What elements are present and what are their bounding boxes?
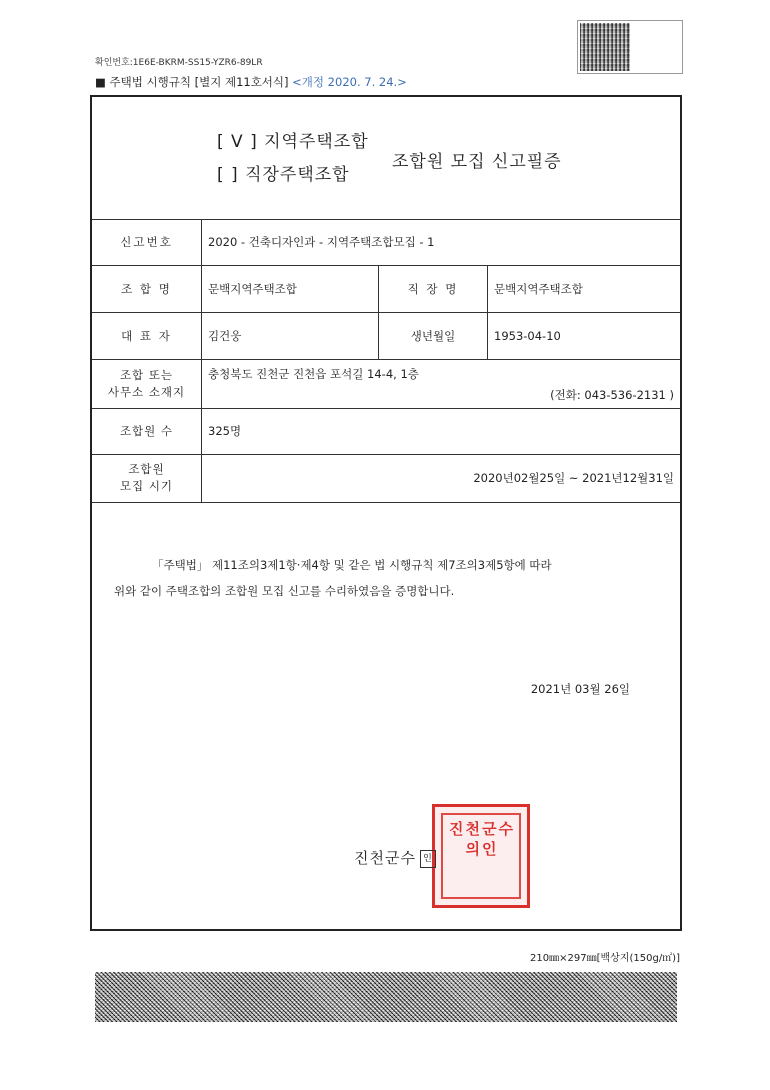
address-label bbox=[92, 359, 202, 408]
issue-date: 2021년 03월 26일 bbox=[530, 682, 630, 696]
address-label-line2: 사무소 소재지 bbox=[107, 384, 186, 399]
period-label-line1: 조합원 bbox=[128, 462, 165, 476]
recruitment-period-label bbox=[92, 454, 202, 502]
paper-size-note: 210㎜×297㎜[백상지(150g/㎡)] bbox=[530, 953, 680, 964]
form-revision: <개정 2020. 7. 24.> bbox=[292, 75, 407, 89]
issuer-name: 진천군수 bbox=[354, 849, 416, 867]
form-reference-text: ■ 주택법 시행규칙 [별지 제11호서식] bbox=[95, 75, 289, 89]
union-name-value: 문백지역주택조합 bbox=[202, 265, 379, 312]
option-regional-housing-union: [ V ] 지역주택조합 bbox=[217, 132, 369, 152]
representative-value: 김건웅 bbox=[202, 312, 379, 359]
certification-statement bbox=[114, 552, 664, 604]
address-label-line1: 조합 또는 bbox=[119, 367, 174, 382]
seal-mark: 인 bbox=[420, 850, 436, 868]
certificate-fields-table bbox=[92, 219, 680, 503]
seal-text: 진천군수의인 bbox=[449, 820, 515, 858]
recruitment-period-value: 2020년02월25일 ~ 2021년12월31일 bbox=[202, 454, 681, 502]
official-seal bbox=[432, 804, 530, 908]
union-name-label: 조 합 명 bbox=[92, 265, 202, 312]
report-number-label: 신고번호 bbox=[92, 219, 202, 265]
statement-line2: 위와 같이 주택조합의 조합원 모집 신고를 수리하였음을 증명합니다. bbox=[114, 584, 455, 598]
workplace-value: 문백지역주택조합 bbox=[488, 265, 681, 312]
address-cell bbox=[202, 359, 681, 408]
period-label-line2: 모집 시기 bbox=[119, 479, 174, 493]
members-label: 조합원 수 bbox=[92, 408, 202, 454]
address-value: 충청북도 진천군 진천읍 포석길 14-4, 1층 bbox=[208, 366, 419, 381]
members-value: 325명 bbox=[202, 408, 681, 454]
report-number-value: 2020 - 건축디자인과 - 지역주택조합모집 - 1 bbox=[202, 219, 681, 265]
representative-label: 대 표 자 bbox=[92, 312, 202, 359]
birthdate-label: 생년월일 bbox=[379, 312, 488, 359]
verification-code-image bbox=[577, 20, 683, 74]
birthdate-value: 1953-04-10 bbox=[488, 312, 681, 359]
confirmation-number: 확인번호:1E6E-BKRM-SS15-YZR6-89LR bbox=[95, 58, 263, 68]
certificate-title: 조합원 모집 신고필증 bbox=[392, 152, 562, 172]
issuer bbox=[354, 847, 436, 868]
certificate-frame bbox=[90, 95, 682, 931]
phone-value: (전화: 043-536-2131 ) bbox=[550, 387, 674, 402]
statement-line1: 「주택법」 제11조의3제1항·제4항 및 같은 법 시행규칙 제7조의3제5항에 따라 bbox=[152, 558, 552, 572]
form-reference bbox=[95, 74, 407, 90]
certificate-header bbox=[92, 97, 680, 220]
barcode-strip bbox=[95, 972, 677, 1022]
workplace-label: 직 장 명 bbox=[379, 265, 488, 312]
option-workplace-housing-union: [ ] 직장주택조합 bbox=[217, 165, 350, 185]
